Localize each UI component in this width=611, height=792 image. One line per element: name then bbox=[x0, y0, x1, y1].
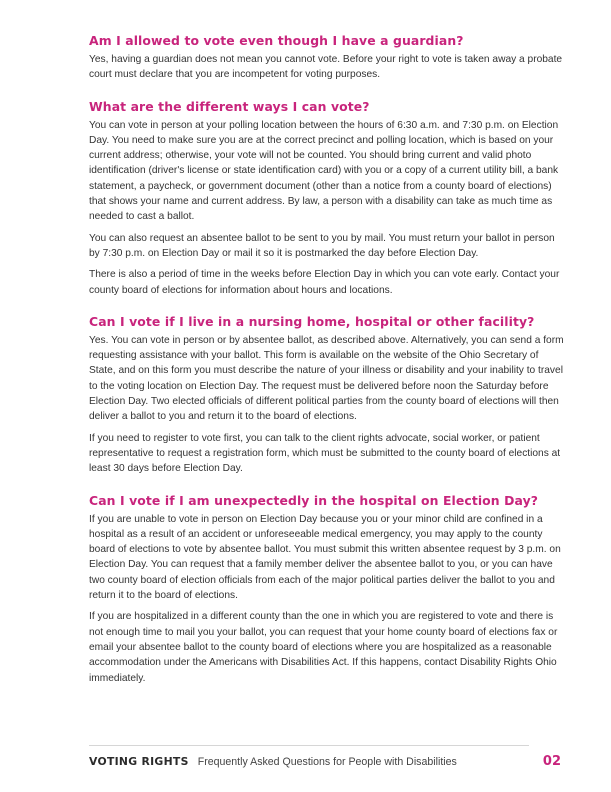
faq-section-guardian bbox=[89, 32, 565, 83]
answer-paragraph: Yes, having a guardian does not mean you cannot vote. Before your right to vote is taken away a probate court must declare that you are incompetent for voting purposes. bbox=[89, 54, 563, 81]
footer-divider bbox=[89, 745, 529, 746]
faq-section-ways-to-vote bbox=[89, 98, 565, 298]
faq-section-nursing-home bbox=[89, 313, 565, 477]
answer-paragraph: You can vote in person at your polling location between the hours of 6:30 a.m. and 7:30 p.m. on Election Day. You need to make sure you are at the correct precinct and polling location, which is based on your current address; otherwise, your vote will not be counted. You should bring current and valid photo identification (driver's license or state identification card) with you or a copy of a current utility bill, a bank statement, a paycheck, or government document (other than a notice from a county board of elections) that shows your name and current address. By law, a person with a disability can take as much time as needed to cast a ballot. bbox=[89, 119, 559, 223]
answer-paragraph: You can also request an absentee ballot to be sent to you by mail. You must return your ballot in person by 7:30 p.m. on Election Day or mail it so it is postmarked the day before Election Day. bbox=[89, 232, 555, 259]
faq-content bbox=[89, 32, 565, 686]
question-heading: What are the different ways I can vote? bbox=[89, 98, 370, 114]
answer-paragraph: If you need to register to vote first, you can talk to the client rights advocate, social worker, or patient representative to request a registration form, which must be submitted to the county board of elections at least 30 days before Election Day. bbox=[89, 432, 561, 475]
answer-paragraph: There is also a period of time in the weeks before Election Day in which you can vote early. Contact your county board of elections for information about hours and locations. bbox=[89, 269, 560, 296]
footer-subtitle: Frequently Asked Questions for People with Disabilities bbox=[197, 756, 457, 768]
page-number: 02 bbox=[542, 754, 561, 769]
faq-section-hospital bbox=[89, 492, 565, 686]
answer-paragraph: If you are hospitalized in a different county than the one in which you are registered to vote and there is not enough time to mail you your ballot, you can request that your home county board of elections fax or email your absentee ballot to the county board of elections where you are hospitalized as a reasonable accommodation under the Americans with Disabilities Act. If this happens, contact Disability Rights Ohio immediately. bbox=[89, 611, 558, 684]
question-heading: Am I allowed to vote even though I have a guardian? bbox=[89, 33, 464, 48]
answer-paragraph: If you are unable to vote in person on Election Day because you or your minor child are confined in a hospital as a result of an accident or unforeseeable medical emergency, you may apply to the county board of elections to vote by absentee ballot. You must submit this written absentee request by 3 p.m. on Election Day. You can request that a family member deliver the absentee ballot to you, or you can have two county board of election officials from each of the major political parties deliver the ballot to you and return it to the board of elections. bbox=[89, 513, 561, 602]
answer-paragraph: Yes. You can vote in person or by absentee ballot, as described above. Alternatively, you can send a form requesting assistance with your ballot. This form is available on the website of the Ohio Secretary of State, and on this form you must describe the nature of your illness or disability and your inability to travel to the voting location on Election Day. The request must be delivered before noon the Saturday before Election Day. Two elected officials of different political parties from the county board of elections will then deliver a ballot to you and return it to the board of elections. bbox=[89, 334, 564, 423]
question-heading: Can I vote if I am unexpectedly in the hospital on Election Day? bbox=[89, 492, 539, 508]
page-footer bbox=[89, 754, 561, 770]
footer-title: VOTING RIGHTS bbox=[89, 755, 189, 768]
question-heading: Can I vote if I live in a nursing home, hospital or other facility? bbox=[89, 313, 535, 329]
